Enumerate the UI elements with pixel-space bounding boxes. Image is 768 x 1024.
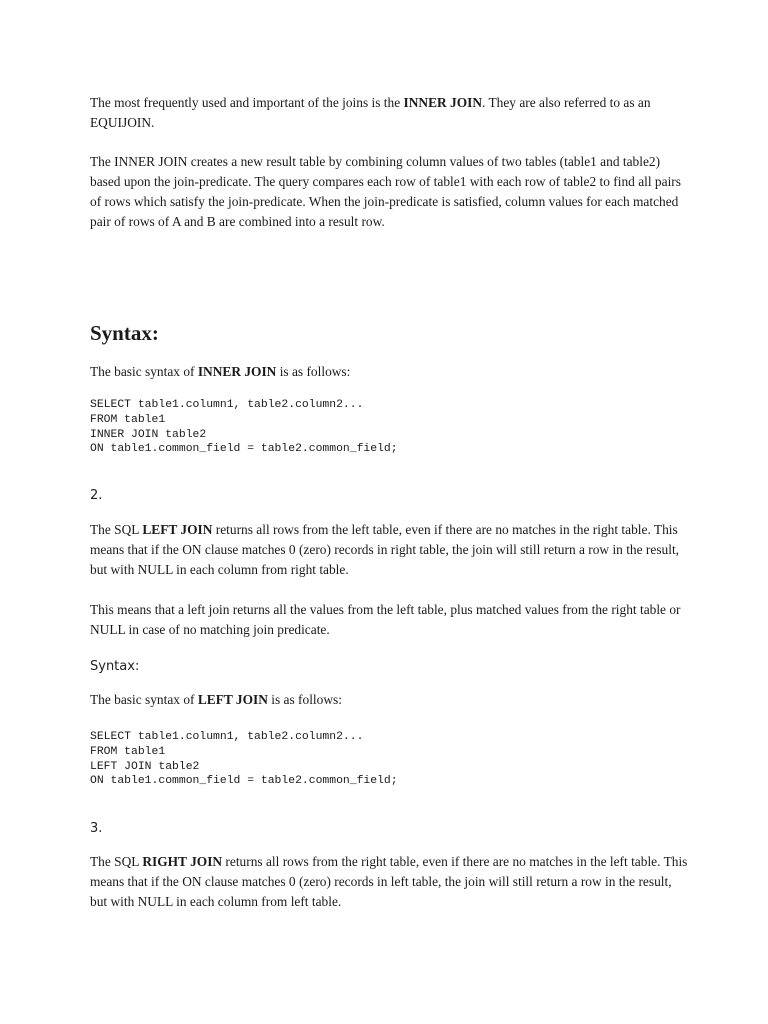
text: . They are also referred to as an EQUIJOIN. [90, 95, 651, 130]
left-join-syntax-intro [90, 690, 690, 710]
bold-term: LEFT JOIN [197, 692, 268, 707]
text: returns all rows from the right table, even if there are no matches in the left table. This means that if the ON clause matches 0 (zero) records in left table, the join will still return a row in the result, but with NULL in each column from left table. [90, 854, 688, 909]
text: returns all rows from the left table, even if there are no matches in the right table. This means that if the ON clause matches 0 (zero) records in right table, the join will still return a row in the result, but with NULL in each column from right table. [90, 522, 680, 577]
text: The SQL [90, 854, 143, 869]
inner-join-syntax-intro [90, 362, 690, 382]
left-join-syntax-heading: Syntax: [90, 659, 140, 674]
bold-term: INNER JOIN [403, 95, 483, 110]
text: The basic syntax of [90, 364, 198, 379]
inner-join-code-block: SELECT table1.column1, table2.column2... FROM table1 INNER JOIN table2 ON table1.common_field = table2.common_field; [90, 399, 398, 456]
right-join-paragraph-1 [90, 852, 690, 912]
intro-paragraph-2: The INNER JOIN creates a new result table by combining column values of two tables (table1 and table2) based upon the join-predicate. The query compares each row of table1 with each row of table2 to find all pairs of rows which satisfy the join-predicate. When the join-predicate is satisfied, column values for each matched pair of rows of A and B are combined into a result row. [90, 154, 681, 229]
intro-paragraph-1 [90, 93, 690, 133]
text: is as follows: [267, 692, 342, 707]
text: is as follows: [276, 364, 351, 379]
text: The SQL [90, 522, 143, 537]
text: The basic syntax of [90, 692, 198, 707]
left-join-paragraph-1 [90, 520, 690, 580]
text: The most frequently used and important of the joins is the [90, 95, 404, 110]
bold-term: INNER JOIN [197, 364, 277, 379]
inner-join-syntax-heading: Syntax: [90, 321, 159, 345]
section-number-2: 2. [90, 488, 103, 503]
bold-term: RIGHT JOIN [142, 854, 223, 869]
left-join-code-block: SELECT table1.column1, table2.column2... FROM table1 LEFT JOIN table2 ON table1.common_field = table2.common_field; [90, 731, 398, 788]
left-join-paragraph-2: This means that a left join returns all the values from the left table, plus matched values from the right table or NULL in case of no matching join predicate. [90, 602, 681, 637]
bold-term: LEFT JOIN [142, 522, 213, 537]
section-number-3: 3. [90, 821, 103, 836]
